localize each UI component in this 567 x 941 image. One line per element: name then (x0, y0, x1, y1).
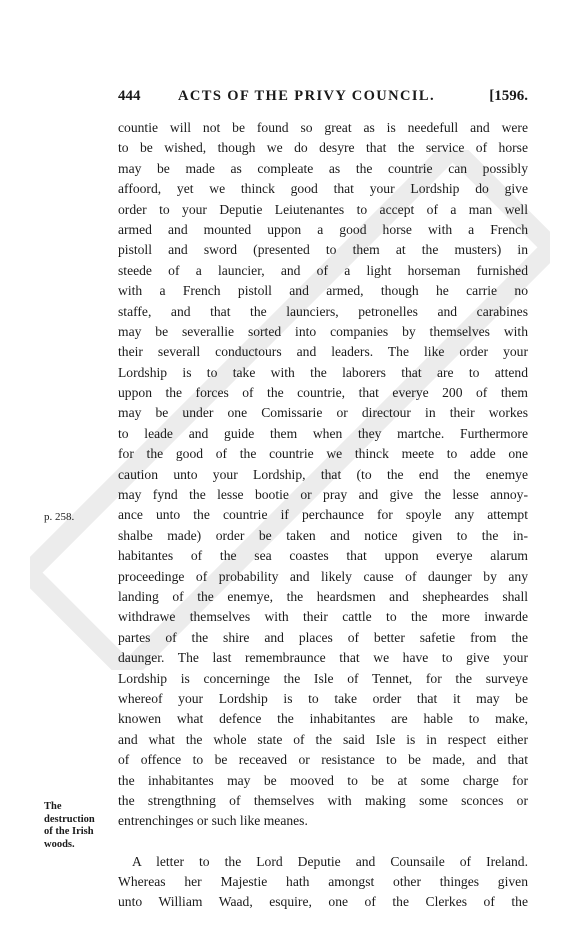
text-line: the strengthning of themselves with making some sconces or (118, 792, 528, 808)
text-line: to be wished, though we do desyre that the service of horse (118, 140, 528, 156)
side-note-line: destruction (44, 813, 95, 825)
text-line: ance unto the countrie if perchaunce for spoyle any attempt (118, 507, 528, 523)
text-line: to leade and guide them when they martche. Furthermore (118, 425, 528, 441)
text-line: partes of the shire and places of better safetie from the (118, 629, 528, 645)
page-number: 444 (118, 88, 141, 104)
text-line: pistoll and sword (presented to them at the musters) in (118, 242, 528, 258)
side-note-line: The (44, 801, 62, 812)
text-line: their severall conductours and leaders. The like order your (118, 344, 528, 360)
year-marker: [1596. (489, 88, 528, 104)
paragraph-letter (118, 852, 528, 913)
text-line: A letter to the Lord Deputie and Counsaile of Ireland. (132, 853, 528, 869)
text-line: shalbe made) order be taken and notice given to the in- (118, 527, 528, 543)
text-line: and what the whole state of the said Isle is in respect either (118, 731, 528, 747)
text-line: armed and mounted uppon a good horse with a French (118, 221, 528, 237)
text-line: with a French pistoll and armed, though he carrie no (118, 283, 528, 299)
text-line: uppon the forces of the countrie, that everye 200 of them (118, 385, 528, 401)
text-line: of offence to be receaved or resistance to be made, and that (118, 752, 528, 768)
text-line: may be under one Comissarie or directour in their workes (118, 405, 528, 421)
text-line: for the good of the countrie we thinck meete to adde one (118, 446, 528, 462)
text-line: the inhabitantes may be mooved to be at some charge for (118, 772, 528, 788)
page-header (118, 88, 528, 112)
text-line: whereof your Lordship is to take order that it may be (118, 690, 528, 706)
text-line: unto William Waad, esquire, one of the Clerkes of the (118, 894, 528, 910)
text-line: Lordship is concerninge the Isle of Tennet, for the surveye (118, 670, 528, 686)
text-line: staffe, and that the launciers, petronelles and carabines (118, 303, 528, 319)
text-line: entrenchinges or such like meanes. (118, 813, 308, 829)
margin-page-reference: p. 258. (44, 511, 75, 523)
text-line: withdrawe themselves with their cattle to the more inwarde (118, 609, 528, 625)
text-line: caution unto your Lordship, that (to the end the enemye (118, 466, 528, 482)
text-line: habitantes of the sea coastes that uppon everye alarum (118, 548, 528, 564)
text-line: countie will not be found so great as is needefull and were (118, 120, 528, 135)
text-line: steede of a launcier, and of a light horseman furnished (118, 262, 528, 278)
text-line: daunger. The last remembraunce that we have to give your (118, 650, 528, 666)
side-note-line: of the Irish (44, 826, 94, 837)
paragraph-gap (118, 832, 528, 852)
body-text (118, 118, 528, 913)
text-line: may be made as compleate as the countrie can possibly (118, 160, 528, 176)
text-line: Lordship is to take with the laborers that are to attend (118, 364, 528, 380)
text-line: may fynd the lesse bootie or pray and give the lesse annoy- (118, 487, 528, 503)
text-line: landing of the enemye, the heardsmen and shepheardes shall (118, 588, 528, 604)
text-line: proceedinge of probability and likely cause of daunger by any (118, 568, 528, 584)
paragraph-main (118, 118, 528, 832)
text-line: Whereas her Majestie hath amongst other thinges given (118, 874, 528, 890)
text-line: affoord, yet we thinck good that your Lordship do give (118, 181, 528, 197)
text-line: may be severallie sorted into companies by themselves with (118, 323, 528, 339)
text-line: knowen what defence the inhabitantes are hable to make, (118, 711, 528, 727)
side-note-line: woods. (44, 838, 75, 850)
margin-side-note (44, 801, 114, 851)
running-title: ACTS OF THE PRIVY COUNCIL. (178, 88, 436, 104)
text-line: order to your Deputie Leiutenantes to accept of a man well (118, 201, 528, 217)
